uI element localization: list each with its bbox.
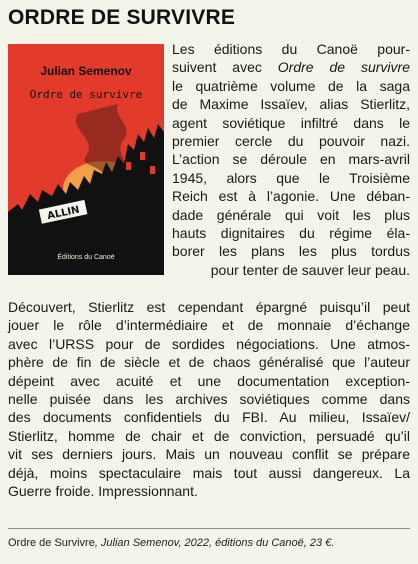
intro-line: le quatrième volume de la saga <box>172 77 410 94</box>
intro-line: borer les plans les plus tordus <box>172 243 410 260</box>
body-line: nelle puisée dans les archives soviétiques comme dans <box>8 391 410 408</box>
body-line: Découvert, Stierlitz est cependant épargné puisqu’il peut <box>8 299 410 315</box>
intro-line: hauts dignitaires du régime éla- <box>172 225 410 242</box>
book-caption <box>8 537 410 549</box>
intro-line: dade générale qui voit les plus <box>172 206 410 223</box>
body-line: Stierlitz, homme de chair et de conviction, persuadé qu’il <box>8 427 410 444</box>
cover-author: Julian Semenov <box>40 64 132 78</box>
body-line: jouer le rôle d’intermédiaire et de monnaie d’échange <box>8 317 410 334</box>
intro-line <box>172 58 410 76</box>
cover-window <box>140 152 145 160</box>
intro-line-text: suivent avec <box>172 59 278 76</box>
book-cover <box>8 44 164 275</box>
caption-book-title: Ordre de Survivre <box>8 537 95 549</box>
intro-line: premier cercle du pouvoir nazi. <box>172 133 410 150</box>
intro-book-title: Ordre de survivre <box>277 59 410 76</box>
article-intro-column <box>172 40 410 279</box>
cover-window <box>150 166 155 174</box>
intro-line: L’action se déroule en mars-avril <box>172 151 410 168</box>
caption-details: , Julian Semenov, 2022, éditions du Canoë, 23 €. <box>94 537 335 549</box>
intro-line: pour tenter de sauver leur peau. <box>210 261 410 278</box>
body-line: Guerre froide. Impressionnant. <box>8 483 198 500</box>
body-line: dépeint avec acuité et une documentation exception- <box>8 372 410 389</box>
intro-line: Reich est à l’agonie. Une déban- <box>172 188 410 205</box>
body-line: avec l’URSS pour de sordides négociations. Une atmos- <box>8 335 410 352</box>
intro-line: agent soviétique infiltré dans le <box>172 114 410 131</box>
cover-sign-text: ALLIN <box>46 204 81 223</box>
cover-illustration <box>8 44 164 275</box>
intro-line: Les éditions du Canoë pour- <box>172 41 410 57</box>
body-line: vit ses derniers jours. Mais un nouveau conflit se prépare <box>8 446 410 463</box>
cover-title: Ordre de survivre <box>29 88 143 101</box>
body-line: phère de fin de siècle et de chaos généralisé que l’auteur <box>8 354 410 371</box>
cover-publisher: Éditions du Canoë <box>57 254 115 261</box>
article-body <box>8 298 410 500</box>
body-line: des documents confidentiels du FBI. Au milieu, Issaïev/ <box>8 409 410 426</box>
intro-line: 1945, alors que le Troisième <box>172 169 410 186</box>
caption-divider <box>8 528 410 529</box>
body-line: déjà, moins spectaculaire mais tout aussi dangereux. La <box>8 464 410 481</box>
intro-line: de Maxime Issaïev, alias Stierlitz, <box>172 96 410 113</box>
article-title: ORDRE DE SURVIVRE <box>8 6 236 29</box>
cover-window <box>126 162 131 170</box>
